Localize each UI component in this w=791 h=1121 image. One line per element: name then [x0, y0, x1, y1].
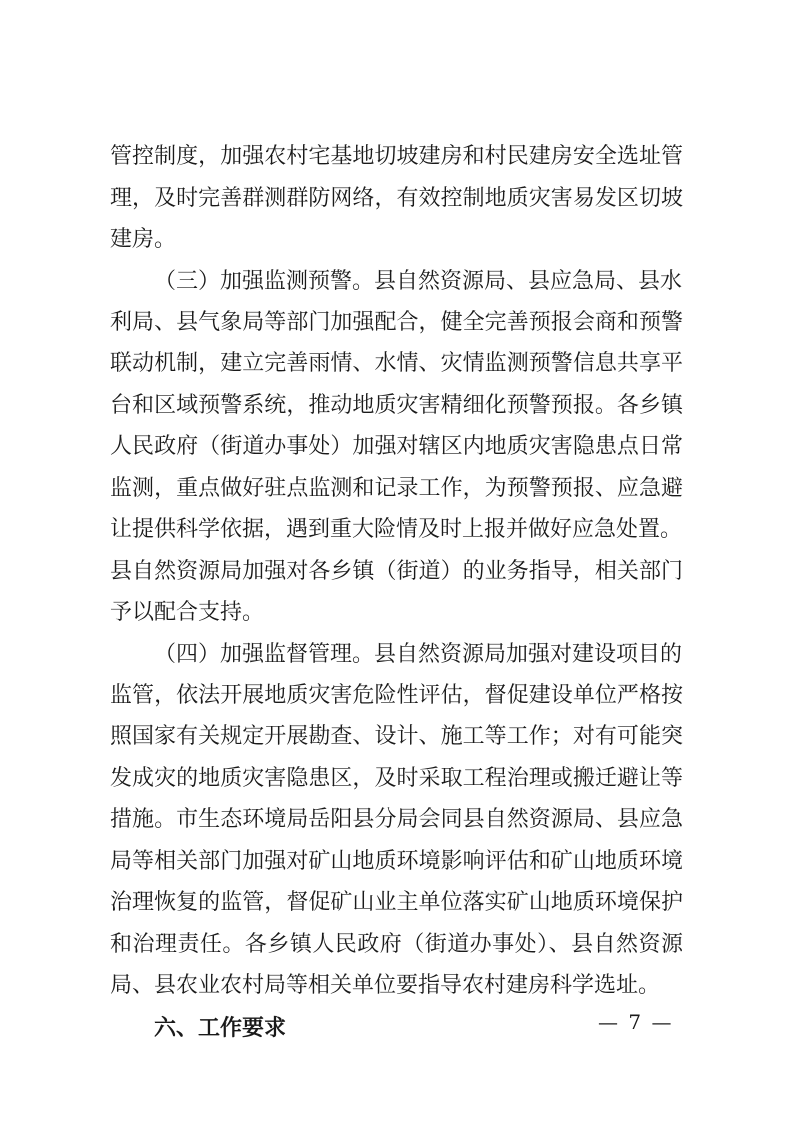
text-line: （三）加强监测预警。县自然资源局、县应急局、县水	[154, 269, 683, 294]
text-line: 台和区域预警系统，推动地质灾害精细化预警预报。各乡镇	[110, 393, 683, 418]
text-line: 局、县农业农村局等相关单位要指导农村建房科学选址。	[110, 973, 661, 998]
text-line: 措施。市生态环境局岳阳县分局会同县自然资源局、县应急	[110, 807, 683, 832]
text-line: 利局、县气象局等部门加强配合，健全完善预报会商和预警	[110, 310, 683, 335]
page-number: — 7 —	[598, 1010, 674, 1034]
text-line: 和治理责任。各乡镇人民政府（街道办事处）、县自然资源	[110, 932, 683, 957]
text-line: 予以配合支持。	[110, 600, 265, 625]
text-line: 县自然资源局加强对各乡镇（街道）的业务指导，相关部门	[110, 559, 683, 584]
text-line: 理，及时完善群测群防网络，有效控制地质灾害易发区切坡	[110, 186, 683, 211]
text-line: 监测，重点做好驻点监测和记录工作，为预警预报、应急避	[110, 476, 683, 501]
text-line: 治理恢复的监管，督促矿山业主单位落实矿山地质环境保护	[110, 890, 683, 915]
text-line: 建房。	[110, 227, 177, 252]
text-line: 管控制度，加强农村宅基地切坡建房和村民建房安全选址管	[110, 144, 683, 169]
section-heading: 六、工作要求	[154, 1015, 287, 1041]
text-line: 监管，依法开展地质灾害危险性评估，督促建设单位严格按	[110, 683, 683, 708]
text-line: 局等相关部门加强对矿山地质环境影响评估和矿山地质环境	[110, 849, 683, 874]
text-line: 联动机制，建立完善雨情、水情、灾情监测预警信息共享平	[110, 351, 683, 376]
text-line: 让提供科学依据，遇到重大险情及时上报并做好应急处置。	[110, 517, 683, 542]
text-line: 发成灾的地质灾害隐患区，及时采取工程治理或搬迁避让等	[110, 766, 683, 791]
text-line: 照国家有关规定开展勘查、设计、施工等工作；对有可能突	[110, 724, 683, 749]
text-line: 人民政府（街道办事处）加强对辖区内地质灾害隐患点日常	[110, 434, 683, 459]
text-line: （四）加强监督管理。县自然资源局加强对建设项目的	[154, 642, 683, 667]
